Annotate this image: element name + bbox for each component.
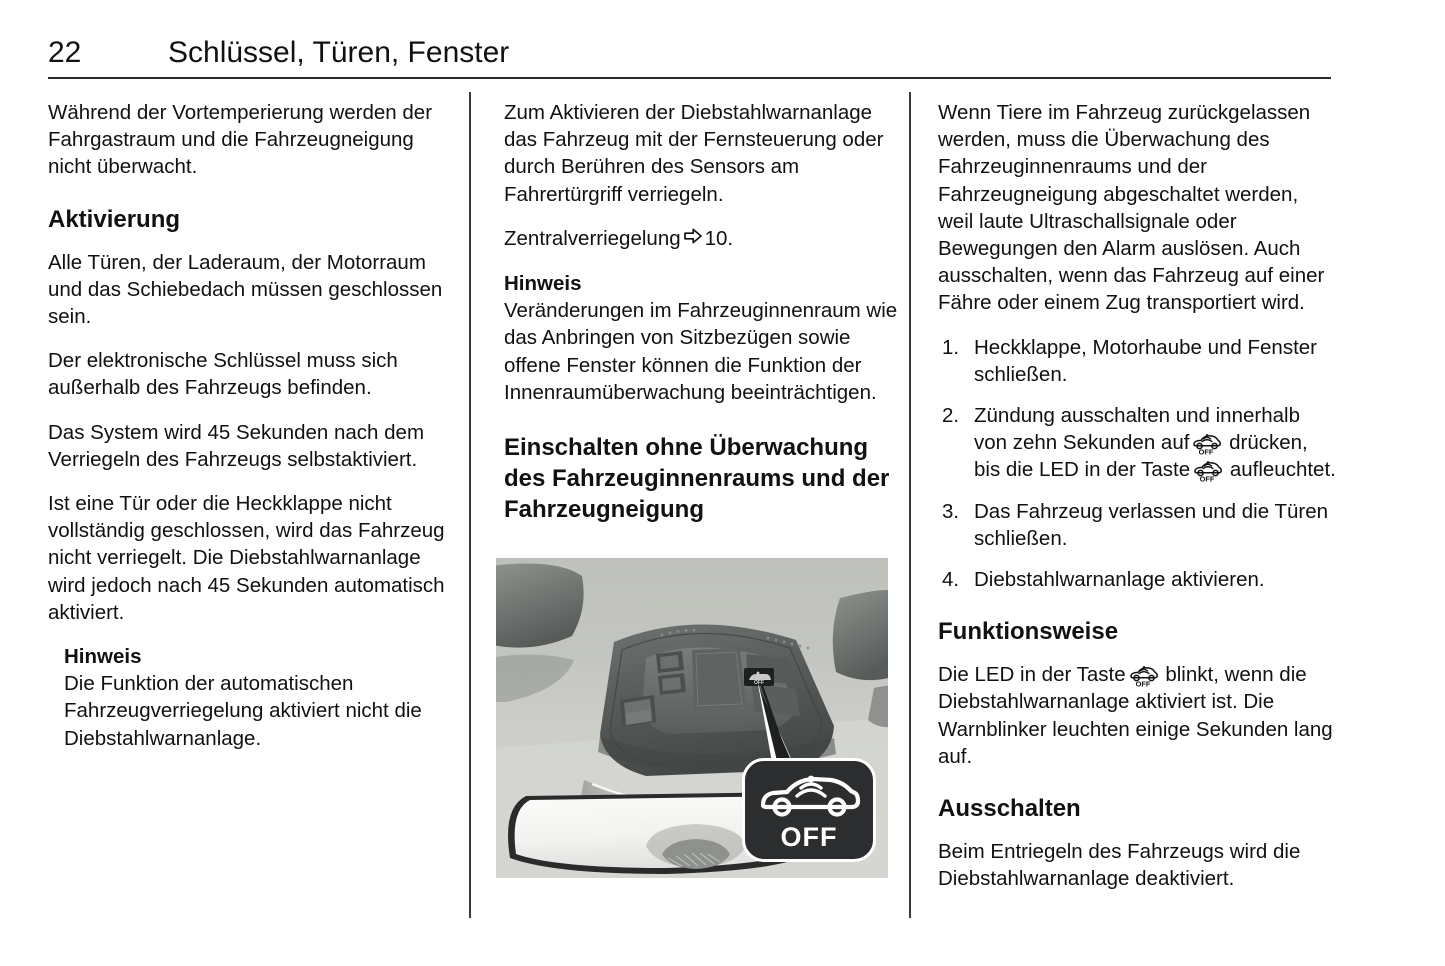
step-number: 3. [942, 499, 960, 523]
note-block-1 [64, 643, 446, 752]
car-interior-monitoring-off-icon [1192, 459, 1222, 483]
column-2 [504, 99, 902, 541]
steps-list [938, 334, 1336, 594]
intro-paragraph: Während der Vortemperierung werden der Fahrgastraum und die Fahrzeugneigung nicht überwacht. [48, 101, 433, 179]
paragraph-door-not-closed: Ist eine Tür oder die Heckklappe nicht vollständig geschlossen, wird das Fahrzeug nicht verriegelt. Die Diebstahlwarnanlage wird jedoch nach 45 Sekunden automatisch aktiviert. [48, 492, 445, 624]
list-item [938, 566, 1336, 593]
column-3 [938, 99, 1336, 892]
callout-label-off: OFF [780, 822, 838, 852]
paragraph-text-after-icon: blinkt, wenn die Diebstahlwarnanlage aktiviert ist. Die Warnblinker leuchten einige Sekunden lang auf. [938, 663, 1333, 768]
heading-aktivierung: Aktivierung [48, 205, 181, 233]
paragraph-activate-alarm: Zum Aktivieren der Diebstahlwarnanlage das Fahrzeug mit der Fernsteuerung oder durch Berühren des Sensors am Fahrertürgriff verriegeln. [504, 101, 884, 206]
page-number: 22 [48, 36, 82, 69]
paragraph-animals-warning: Wenn Tiere im Fahrzeug zurückgelassen werden, muss die Überwachung des Fahrzeuginnenraums und der Fahrzeugneigung abgeschaltet werden, weil laute Ultraschallsignale oder Bewegungen den Alarm auslösen. Auch ausschalten, wenn das Fahrzeug auf einer Fähre oder einem Zug transportiert wird. [938, 101, 1325, 315]
heading-einschalten-ohne-ueberwachung: Einschalten ohne Überwachung des Fahrzeuginnenraums und der Fahrzeugneigung [504, 434, 890, 524]
cross-reference-central-locking [504, 225, 902, 253]
car-interior-monitoring-off-icon [1191, 432, 1221, 456]
note-body: Veränderungen im Fahrzeuginnenraum wie das Anbringen von Sitzbezügen sowie offene Fenster können die Funktion der Innenraumüberwachung beeinträchtigen. [504, 299, 898, 404]
cross-reference-label: Zentralverriegelung [504, 226, 681, 250]
car-interior-monitoring-off-icon [757, 771, 861, 822]
svg-text:OFF: OFF [1199, 447, 1214, 457]
step-text-continued: drücken, bis die LED in der Taste [974, 431, 1308, 482]
heading-funktionsweise: Funktionsweise [938, 618, 1119, 646]
step-text: Heckklappe, Motorhaube und Fenster schließen. [974, 335, 1318, 386]
heading-ausschalten: Ausschalten [938, 795, 1081, 823]
step-text-end: aufleuchtet. [1229, 458, 1336, 482]
note-body: Die Funktion der automatischen Fahrzeugverriegelung aktiviert nicht die Diebstahlwarnanlage. [64, 672, 422, 750]
callout-badge-interior-monitoring-off [742, 758, 876, 862]
svg-text:OFF: OFF [1199, 474, 1215, 484]
cross-reference-target: 10. [704, 226, 734, 250]
paragraph-text-before-icon: Die LED in der Taste [938, 663, 1126, 687]
car-interior-monitoring-off-icon [1128, 664, 1158, 688]
paragraph-key-outside: Der elektronische Schlüssel muss sich außerhalb des Fahrzeugs befinden. [48, 349, 398, 400]
paragraph-unlock-deactivates: Beim Entriegeln des Fahrzeugs wird die Diebstahlwarnanlage deaktiviert. [938, 840, 1301, 891]
list-item [938, 498, 1336, 552]
page-title: Schlüssel, Türen, Fenster [168, 36, 510, 69]
page-header [48, 36, 1331, 82]
column-divider-1 [469, 92, 471, 918]
list-item [938, 402, 1336, 484]
step-text: Das Fahrzeug verlassen und die Türen schließen. [974, 499, 1329, 550]
paragraph-doors-closed: Alle Türen, der Laderaum, der Motorraum und das Schiebedach müssen geschlossen sein. [48, 250, 443, 329]
cross-reference-arrow-icon [683, 226, 703, 253]
note-title: Hinweis [64, 645, 142, 669]
note-block-2 [504, 270, 902, 406]
column-1 [48, 99, 446, 769]
paragraph-45-seconds: Das System wird 45 Sekunden nach dem Verriegeln des Fahrzeugs selbstaktiviert. [48, 420, 425, 471]
list-item [938, 334, 1336, 388]
column-divider-2 [909, 92, 911, 918]
overhead-console-figure [496, 558, 888, 878]
step-number: 4. [942, 568, 960, 592]
step-text: Diebstahlwarnanlage aktivieren. [974, 568, 1265, 592]
svg-text:OFF: OFF [754, 680, 764, 686]
step-number: 2. [942, 404, 960, 428]
step-number: 1. [942, 335, 960, 359]
paragraph-led-blinks [938, 661, 1336, 770]
note-title: Hinweis [504, 272, 582, 296]
svg-text:OFF: OFF [1135, 679, 1151, 689]
step-text: Zündung ausschalten und innerhalb von zehn Sekunden auf [974, 404, 1300, 455]
header-rule [48, 77, 1331, 79]
